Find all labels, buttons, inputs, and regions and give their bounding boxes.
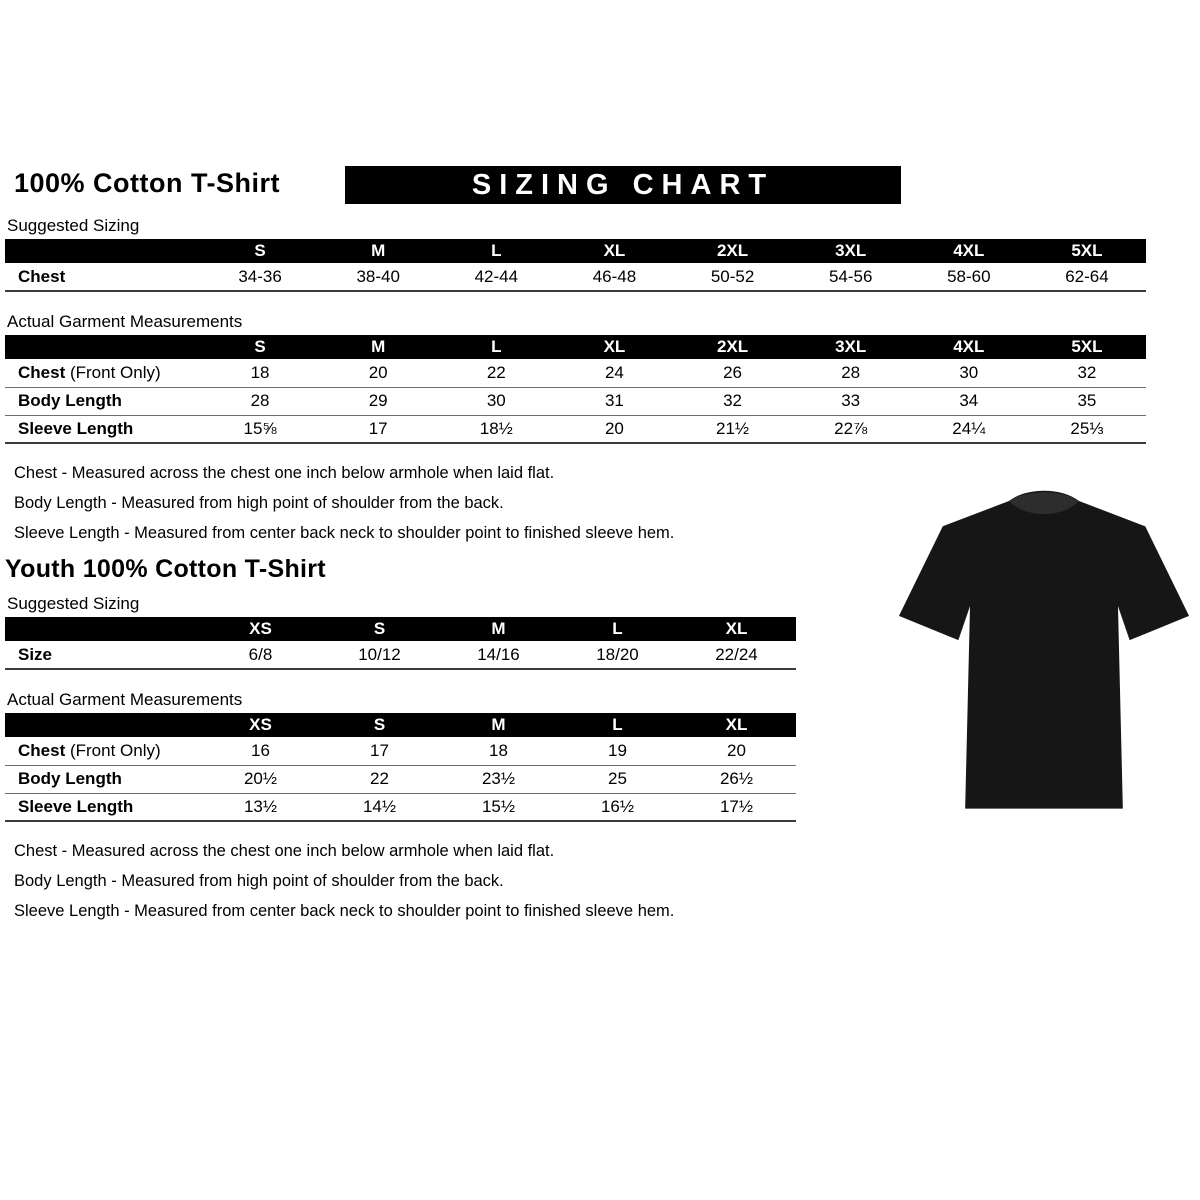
measurement-value: 6/8 (201, 641, 320, 669)
size-column-header: 3XL (792, 239, 910, 263)
measurement-value: 22 (437, 359, 555, 387)
row-label-suffix-text: (Front Only) (65, 740, 161, 760)
measurement-value: 58-60 (910, 263, 1028, 291)
measurement-value: 20 (677, 737, 796, 765)
row-label (5, 793, 201, 821)
measurement-value: 18½ (437, 415, 555, 443)
table-header-label-cell (5, 617, 201, 641)
note-chest: Chest - Measured across the chest one inch below armhole when laid flat. (14, 842, 555, 860)
size-column-header: S (320, 617, 439, 641)
size-column-header: S (201, 239, 319, 263)
size-column-header: XL (677, 713, 796, 737)
measurement-value: 34-36 (201, 263, 319, 291)
measurement-value: 24 (555, 359, 673, 387)
measurement-value: 29 (319, 387, 437, 415)
size-column-header: M (439, 617, 558, 641)
size-column-header: L (558, 713, 677, 737)
table-header-row (5, 617, 796, 641)
table-header-label-cell (5, 335, 201, 359)
measurement-value: 54-56 (792, 263, 910, 291)
row-label-text: Sleeve Length (18, 418, 134, 438)
tshirt-silhouette (899, 491, 1189, 809)
measurement-value: 16½ (558, 793, 677, 821)
table-row (5, 641, 796, 669)
table-row (5, 737, 796, 765)
measurement-value: 33 (792, 387, 910, 415)
youth-measurement-notes (0, 842, 1200, 921)
size-column-header: M (319, 335, 437, 359)
table-row (5, 359, 1146, 387)
tshirt-product-image (898, 477, 1190, 817)
measurement-value: 13½ (201, 793, 320, 821)
measurement-value: 32 (674, 387, 792, 415)
size-column-header: XS (201, 617, 320, 641)
measurement-value: 35 (1028, 387, 1146, 415)
measurement-value: 25 (558, 765, 677, 793)
adult-actual-measurements-label: Actual Garment Measurements (7, 312, 243, 331)
measurement-value: 17 (319, 415, 437, 443)
measurement-value: 20½ (201, 765, 320, 793)
size-column-header: 5XL (1028, 239, 1146, 263)
row-label (5, 415, 201, 443)
measurement-value: 22/24 (677, 641, 796, 669)
size-column-header: 3XL (792, 335, 910, 359)
row-label (5, 387, 201, 415)
size-column-header: S (201, 335, 319, 359)
adult-product-title: 100% Cotton T-Shirt (14, 168, 281, 198)
page-header (0, 166, 1200, 208)
size-column-header: 5XL (1028, 335, 1146, 359)
table-header-row (5, 713, 796, 737)
measurement-value: 22 (320, 765, 439, 793)
table-header-row (5, 335, 1146, 359)
table-header-row (5, 239, 1146, 263)
measurement-value: 18 (201, 359, 319, 387)
youth-actual-measurements-label: Actual Garment Measurements (7, 690, 243, 709)
measurement-value: 17 (320, 737, 439, 765)
row-label (5, 641, 201, 669)
measurement-value: 34 (910, 387, 1028, 415)
measurement-value: 22⅞ (792, 415, 910, 443)
size-column-header: XL (555, 335, 673, 359)
measurement-value: 26½ (677, 765, 796, 793)
row-label (5, 263, 201, 291)
measurement-value: 31 (555, 387, 673, 415)
measurement-value: 16 (201, 737, 320, 765)
measurement-value: 23½ (439, 765, 558, 793)
youth-actual-measurements-table (5, 713, 796, 822)
row-label (5, 765, 201, 793)
size-column-header: M (319, 239, 437, 263)
measurement-value: 28 (201, 387, 319, 415)
note-sleeve-length: Sleeve Length - Measured from center back neck to shoulder point to finished sleeve hem. (14, 524, 675, 542)
size-column-header: 4XL (910, 239, 1028, 263)
row-label-suffix-text: (Front Only) (65, 362, 161, 382)
table-row (5, 765, 796, 793)
size-column-header: M (439, 713, 558, 737)
table-header-label-cell (5, 239, 201, 263)
row-label-text: Chest (18, 266, 66, 286)
table-header-label-cell (5, 713, 201, 737)
size-column-header: XS (201, 713, 320, 737)
measurement-value: 24¼ (910, 415, 1028, 443)
measurement-value: 25⅓ (1028, 415, 1146, 443)
youth-suggested-sizing-label: Suggested Sizing (7, 594, 140, 613)
measurement-value: 62-64 (1028, 263, 1146, 291)
measurement-value: 14/16 (439, 641, 558, 669)
table-row (5, 415, 1146, 443)
youth-product-title: Youth 100% Cotton T-Shirt (5, 555, 326, 583)
adult-suggested-sizing-label: Suggested Sizing (7, 216, 140, 235)
note-body-length: Body Length - Measured from high point of shoulder from the back. (14, 872, 504, 890)
note-body-length: Body Length - Measured from high point of shoulder from the back. (14, 494, 504, 512)
note-sleeve-length: Sleeve Length - Measured from center back neck to shoulder point to finished sleeve hem. (14, 902, 675, 920)
size-column-header: L (437, 239, 555, 263)
size-column-header: L (437, 335, 555, 359)
measurement-value: 18/20 (558, 641, 677, 669)
size-column-header: L (558, 617, 677, 641)
measurement-value: 38-40 (319, 263, 437, 291)
row-label-text: Size (18, 644, 53, 664)
row-label-text: Body Length (18, 769, 122, 788)
measurement-value: 20 (319, 359, 437, 387)
row-label (5, 737, 201, 765)
size-column-header: XL (677, 617, 796, 641)
measurement-value: 46-48 (555, 263, 673, 291)
size-column-header: XL (555, 239, 673, 263)
row-label-text: Body Length (18, 391, 122, 410)
adult-suggested-sizing-table (5, 239, 1146, 292)
size-column-header: 4XL (910, 335, 1028, 359)
row-label-text: Chest (18, 362, 66, 382)
measurement-value: 15½ (439, 793, 558, 821)
measurement-value: 42-44 (437, 263, 555, 291)
measurement-value: 10/12 (320, 641, 439, 669)
sizing-chart-banner: SIZING CHART (345, 166, 901, 204)
measurement-value: 17½ (677, 793, 796, 821)
note-chest: Chest - Measured across the chest one inch below armhole when laid flat. (14, 464, 555, 482)
measurement-value: 30 (910, 359, 1028, 387)
measurement-value: 28 (792, 359, 910, 387)
measurement-value: 30 (437, 387, 555, 415)
measurement-value: 18 (439, 737, 558, 765)
youth-suggested-sizing-table (5, 617, 796, 670)
measurement-value: 32 (1028, 359, 1146, 387)
adult-actual-measurements-table (5, 335, 1146, 444)
measurement-value: 26 (674, 359, 792, 387)
measurement-value: 21½ (674, 415, 792, 443)
size-column-header: 2XL (674, 239, 792, 263)
measurement-value: 15⅝ (201, 415, 319, 443)
row-label-text: Chest (18, 740, 66, 760)
row-label (5, 359, 201, 387)
table-row (5, 793, 796, 821)
table-row (5, 263, 1146, 291)
size-column-header: 2XL (674, 335, 792, 359)
size-column-header: S (320, 713, 439, 737)
measurement-value: 20 (555, 415, 673, 443)
measurement-value: 19 (558, 737, 677, 765)
measurement-value: 50-52 (674, 263, 792, 291)
row-label-text: Sleeve Length (18, 796, 134, 816)
measurement-value: 14½ (320, 793, 439, 821)
table-row (5, 387, 1146, 415)
